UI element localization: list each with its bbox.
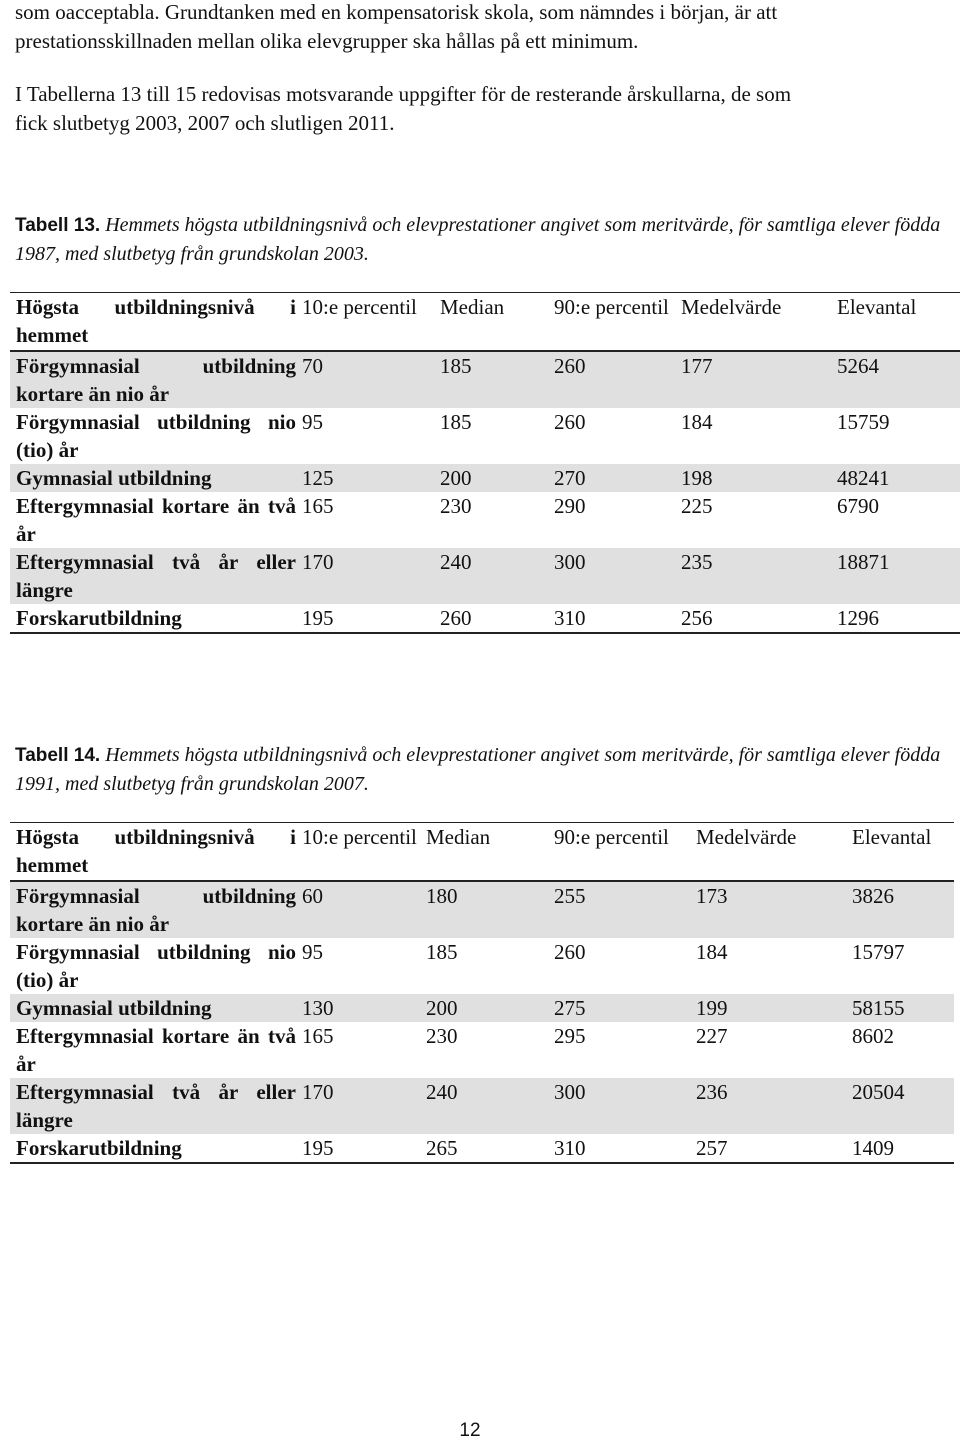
table-cell: 165 <box>302 1024 334 1048</box>
table-cell: 265 <box>420 1134 548 1163</box>
row-label: Förgymnasial utbildning kortare än nio år <box>10 881 296 938</box>
table-row <box>10 994 954 1022</box>
table-cell: 185 <box>440 410 472 434</box>
table-cell: 290 <box>554 494 586 518</box>
text-line: prestationsskillnaden mellan olika elevgrupper ska hållas på ett minimum. <box>15 29 639 53</box>
table-cell: 240 <box>426 1080 458 1104</box>
table-cell: 236 <box>696 1080 728 1104</box>
table-cell: 185 <box>426 940 458 964</box>
table-cell: 300 <box>554 550 586 574</box>
row-label: Gymnasial utbildning <box>16 996 212 1020</box>
table-cell: 125 <box>302 466 334 490</box>
table-cell: 170 <box>302 1080 334 1104</box>
table-cell: 1296 <box>831 604 960 633</box>
row-label: Eftergymnasial kortare än två år <box>16 494 296 546</box>
table-cell: 200 <box>440 466 472 490</box>
table-13 <box>10 292 960 634</box>
row-label: Gymnasial utbildning <box>16 466 212 490</box>
table-cell: 300 <box>554 1080 586 1104</box>
table-cell: 270 <box>554 466 586 490</box>
table-cell: 184 <box>696 940 728 964</box>
header-cell: Median <box>420 823 548 882</box>
table-cell: 48241 <box>837 466 890 490</box>
table-cell: 195 <box>296 1134 420 1163</box>
table-cell: 8602 <box>852 1024 894 1048</box>
header-cell: Medelvärde <box>675 293 831 352</box>
page-number: 12 <box>459 1420 481 1441</box>
table-cell: 275 <box>554 996 586 1020</box>
text-line: I Tabellerna 13 till 15 redovisas motsvarande uppgifter för de resterande årskullarna, de som <box>15 82 792 106</box>
table-cell: 177 <box>675 351 831 408</box>
table-cell: 5264 <box>831 351 960 408</box>
row-label: Förgymnasial utbildning nio (tio) år <box>16 410 296 462</box>
table-cell: 18871 <box>837 550 890 574</box>
intro-paragraph-2 <box>15 80 945 138</box>
row-label: Eftergymnasial kortare än två år <box>16 1024 296 1076</box>
table-cell: 256 <box>675 604 831 633</box>
text-line: som oacceptabla. Grundtanken med en kompensatorisk skola, som nämndes i början, är att <box>15 0 778 24</box>
header-cell: 90:e percentil <box>548 823 690 882</box>
table-cell: 15759 <box>837 410 890 434</box>
caption-text: Hemmets högsta utbildningsnivå och elevprestationer angivet som meritvärde, för samtliga elever födda 1991, med slutbetyg från grundskolan 2007. <box>15 744 941 795</box>
table-13-caption <box>15 211 950 269</box>
table-cell: 195 <box>296 604 434 633</box>
row-label: Eftergymnasial två år eller längre <box>16 1080 296 1132</box>
intro-paragraph-1 <box>15 0 945 56</box>
header-cell: Median <box>434 293 548 352</box>
table-row <box>10 548 960 604</box>
table-cell: 260 <box>554 940 586 964</box>
header-cell: 10:e percentil <box>296 823 420 882</box>
table-cell: 257 <box>690 1134 846 1163</box>
header-cell: Elevantal <box>846 823 954 882</box>
table-row <box>10 1078 954 1134</box>
table-label: Tabell 14. <box>15 745 101 766</box>
table-cell: 60 <box>296 881 420 938</box>
table-cell: 255 <box>548 881 690 938</box>
header-cell: Högsta utbildningsnivå i hemmet <box>10 293 296 352</box>
table-row <box>10 351 960 408</box>
table-row <box>10 881 954 938</box>
table-cell: 260 <box>554 410 586 434</box>
table-cell: 130 <box>302 996 334 1020</box>
row-label: Förgymnasial utbildning nio (tio) år <box>16 940 296 992</box>
row-label: Forskarutbildning <box>10 604 296 633</box>
table-cell: 240 <box>440 550 472 574</box>
table-cell: 20504 <box>852 1080 905 1104</box>
row-label: Forskarutbildning <box>10 1134 296 1163</box>
table-cell: 198 <box>681 466 713 490</box>
table-cell: 230 <box>426 1024 458 1048</box>
table-row <box>10 1134 954 1163</box>
table-row <box>10 464 960 492</box>
table-cell: 225 <box>681 494 713 518</box>
table-cell: 199 <box>696 996 728 1020</box>
table-label: Tabell 13. <box>15 215 101 236</box>
table-cell: 1409 <box>846 1134 954 1163</box>
row-label: Förgymnasial utbildning kortare än nio år <box>10 351 296 408</box>
table-cell: 310 <box>548 1134 690 1163</box>
table-cell: 260 <box>548 351 675 408</box>
table-cell: 3826 <box>846 881 954 938</box>
table-cell: 260 <box>434 604 548 633</box>
header-cell: Högsta utbildningsnivå i hemmet <box>10 823 296 882</box>
table-row <box>10 604 960 633</box>
table-row <box>10 1022 954 1078</box>
table-cell: 310 <box>548 604 675 633</box>
header-cell: Elevantal <box>831 293 960 352</box>
table-cell: 295 <box>554 1024 586 1048</box>
row-label: Eftergymnasial två år eller längre <box>16 550 296 602</box>
table-row <box>10 408 960 464</box>
table-cell: 185 <box>434 351 548 408</box>
table-header-row <box>10 293 960 352</box>
header-cell: 90:e percentil <box>548 293 675 352</box>
table-cell: 170 <box>302 550 334 574</box>
table-cell: 173 <box>690 881 846 938</box>
table-cell: 58155 <box>852 996 905 1020</box>
table-cell: 180 <box>420 881 548 938</box>
table-cell: 235 <box>681 550 713 574</box>
text-line: fick slutbetyg 2003, 2007 och slutligen 2011. <box>15 111 395 135</box>
table-cell: 184 <box>681 410 713 434</box>
table-14 <box>10 822 954 1164</box>
table-14-caption <box>15 741 950 799</box>
table-header-row <box>10 823 954 882</box>
table-cell: 165 <box>302 494 334 518</box>
table-cell: 95 <box>302 940 323 964</box>
table-cell: 227 <box>696 1024 728 1048</box>
table-cell: 95 <box>302 410 323 434</box>
header-cell: Medelvärde <box>690 823 846 882</box>
table-cell: 230 <box>440 494 472 518</box>
table-cell: 6790 <box>837 494 879 518</box>
table-cell: 70 <box>296 351 434 408</box>
header-cell: 10:e percentil <box>296 293 434 352</box>
table-cell: 200 <box>426 996 458 1020</box>
table-row <box>10 492 960 548</box>
table-cell: 15797 <box>852 940 905 964</box>
caption-text: Hemmets högsta utbildningsnivå och elevprestationer angivet som meritvärde, för samtliga elever födda 1987, med slutbetyg från grundskolan 2003. <box>15 214 941 265</box>
table-row <box>10 938 954 994</box>
